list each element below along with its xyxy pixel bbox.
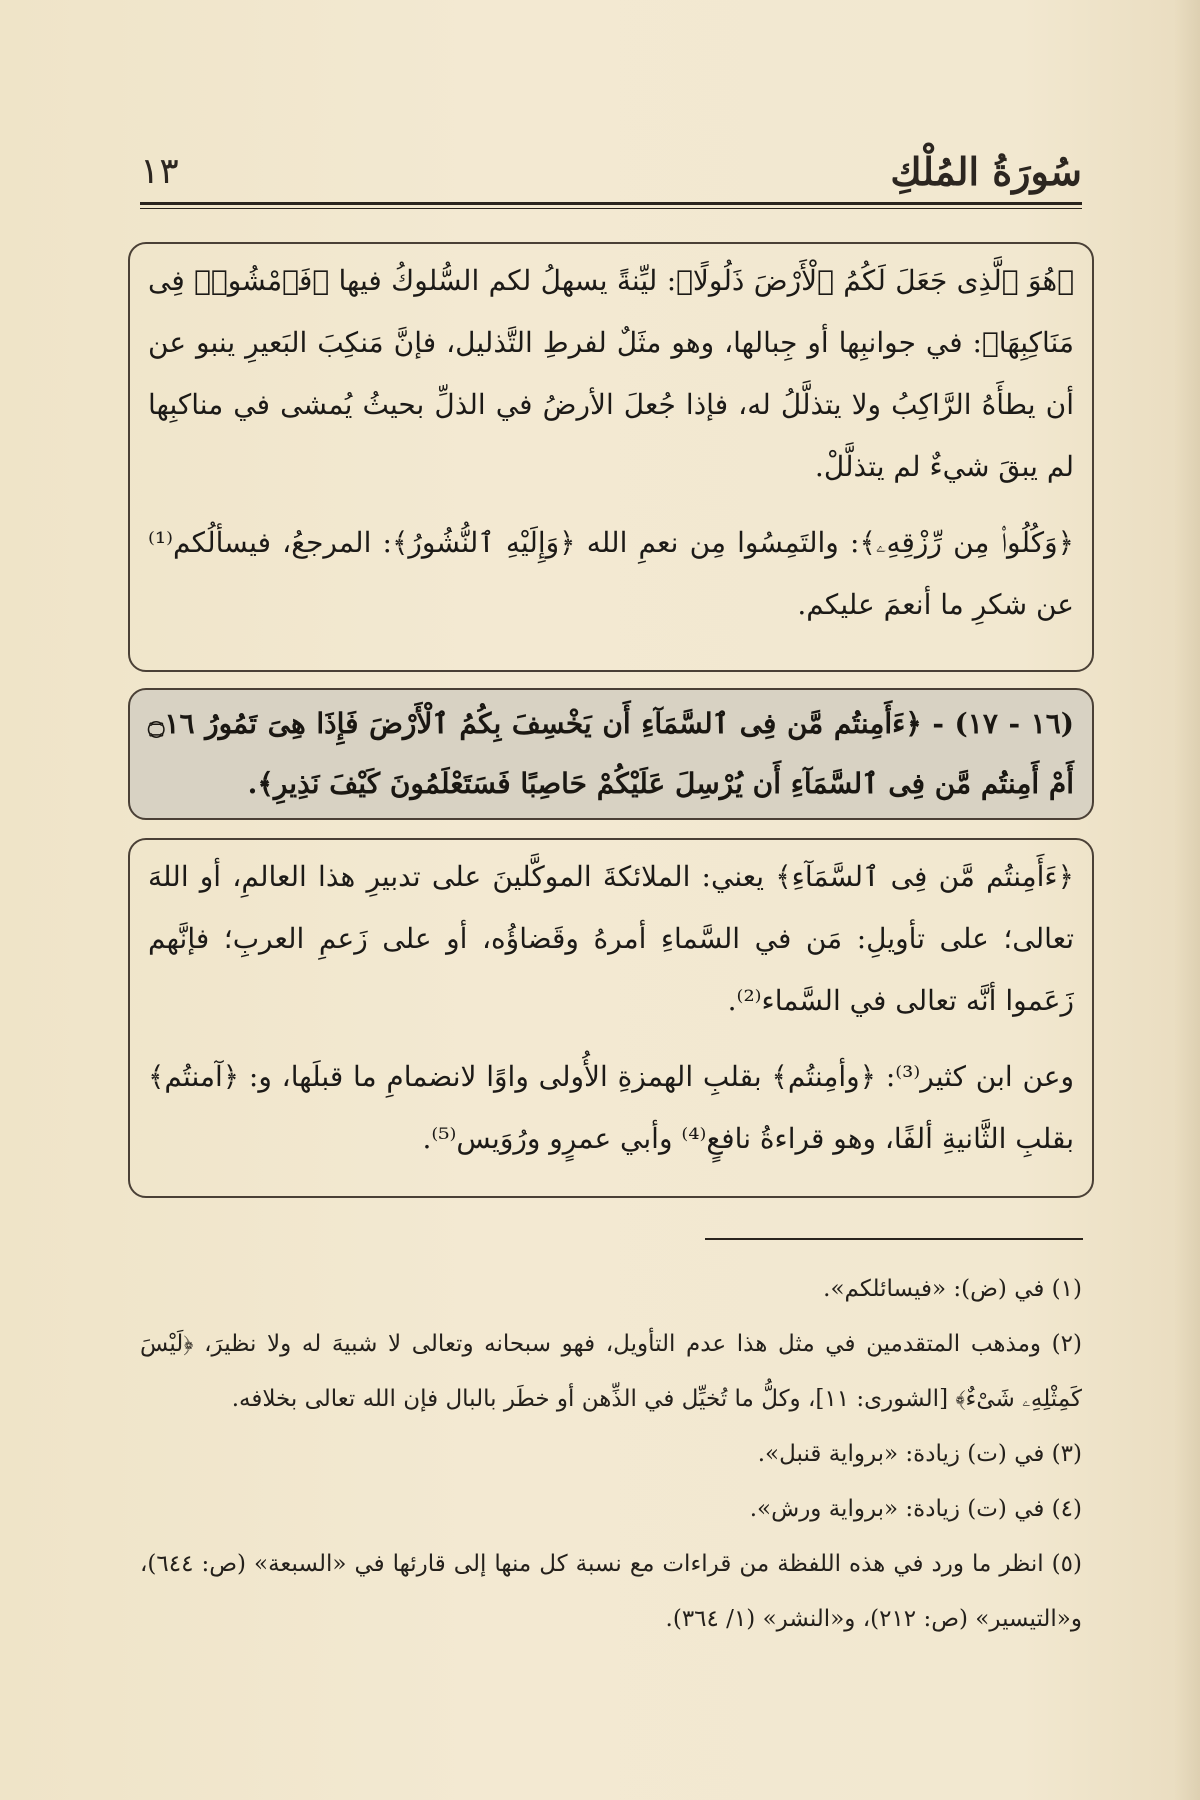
verse-text: (١٦ - ١٧) - ﴿ءَأَمِنتُم مَّن فِى ٱلسَّمَآءِ أَن يَخْسِفَ بِكُمُ ٱلْأَرْضَ فَإِذَا هِىَ تَمُورُ ۝١٦ أَمْ أَمِنتُم مَّن فِى ٱلسَّمَآءِ أَن يُرْسِلَ عَلَيْكُمْ حَاصِبًا فَسَتَعْلَمُونَ كَيْفَ نَذِيرِ﴾. (148, 707, 1075, 800)
page-header (140, 148, 1082, 204)
header-rule-thick (140, 202, 1082, 205)
footnote-item: (١) في (ض): «فيسائلكم». (823, 1276, 1082, 1302)
footnote-item: (٥) انظر ما ورد في هذه اللفظة من قراءات مع نسبة كل منها إلى قارئها في «السبعة» (ص: ٦٤٤)، و«التيسير» (ص: ٢١٢)، و«النشر» (١/ ٣٦٤). (140, 1551, 1082, 1632)
footnote-separator (705, 1238, 1083, 1240)
page-number: ١٣ (140, 151, 179, 192)
footnote-item: (٤) في (ت) زيادة: «برواية ورش». (749, 1496, 1082, 1522)
commentary-paragraph: ﴿وَكُلُوا۟ مِن رِّزْقِهِۦ﴾: والتَمِسُوا مِن نعمِ الله ﴿وَإِلَيْهِ ٱلنُّشُورُ﴾: المرجعُ، فيسألُكم⁽¹⁾ عن شكرِ ما أنعمَ عليكم. (148, 526, 1074, 621)
commentary-box-1 (128, 242, 1094, 672)
footnote-item: (٣) في (ت) زيادة: «برواية قنبل». (757, 1441, 1082, 1467)
commentary-paragraph: وعن ابن كثير⁽³⁾: ﴿وأمِنتُم﴾ بقلبِ الهمزةِ الأُولى واوًا لانضمامِ ما قبلَها، و: ﴿آمنتُم﴾ بقلبِ الثَّانيةِ ألفًا، وهو قراءةُ نافعٍ⁽⁴⁾ وأبي عمرٍو ورُوَيس⁽⁵⁾. (148, 1060, 1074, 1155)
surah-title: سُورَةُ المُلْكِ (890, 149, 1082, 194)
commentary-paragraph: ﴿هُوَ ٱلَّذِى جَعَلَ لَكُمُ ٱلْأَرْضَ ذَلُولًا﴾: ليِّنةً يسهلُ لكم السُّلوكُ فيها ﴿فَٱمْشُوا۟ فِى مَنَاكِبِهَا﴾: في جوانبِها أو جِبالها، وهو مثَلٌ لفرطِ التَّذليل، فإنَّ مَنكِبَ البَعيرِ ينبو عن أن يطأَهُ الرَّاكِبُ ولا يتذلَّلُ له، فإذا جُعلَ الأرضُ في الذلِّ بحيثُ يُمشى في مناكبِها لم يبقَ شيءٌ لم يتذلَّلْ. (148, 264, 1074, 483)
page-edge-shadow (1174, 0, 1200, 1800)
commentary-box-2 (128, 838, 1094, 1198)
commentary-paragraph: ﴿ءَأَمِنتُم مَّن فِى ٱلسَّمَآءِ﴾ يعني: الملائكةَ الموكَّلينَ على تدبيرِ هذا العالمِ، أو اللهَ تعالى؛ على تأويلِ: مَن في السَّماءِ أمرهُ وقَضاؤُه، أو على زَعمِ العربِ؛ فإنَّهم زَعَموا أنَّه تعالى في السَّماء⁽²⁾. (148, 860, 1074, 1017)
footnote-item: (٢) ومذهب المتقدمين في مثل هذا عدم التأويل، فهو سبحانه وتعالى لا شبيهَ له ولا نظيرَ، ﴿لَيْسَ كَمِثْلِهِۦ شَىْءٌ﴾ [الشورى: ١١]، وكلُّ ما تُخيِّل في الذِّهن أو خطَر بالبال فإن الله تعالى بخلافه. (140, 1331, 1082, 1412)
verse-box (128, 688, 1094, 820)
footnotes (140, 1262, 1082, 1647)
header-rule-thin (140, 208, 1082, 209)
